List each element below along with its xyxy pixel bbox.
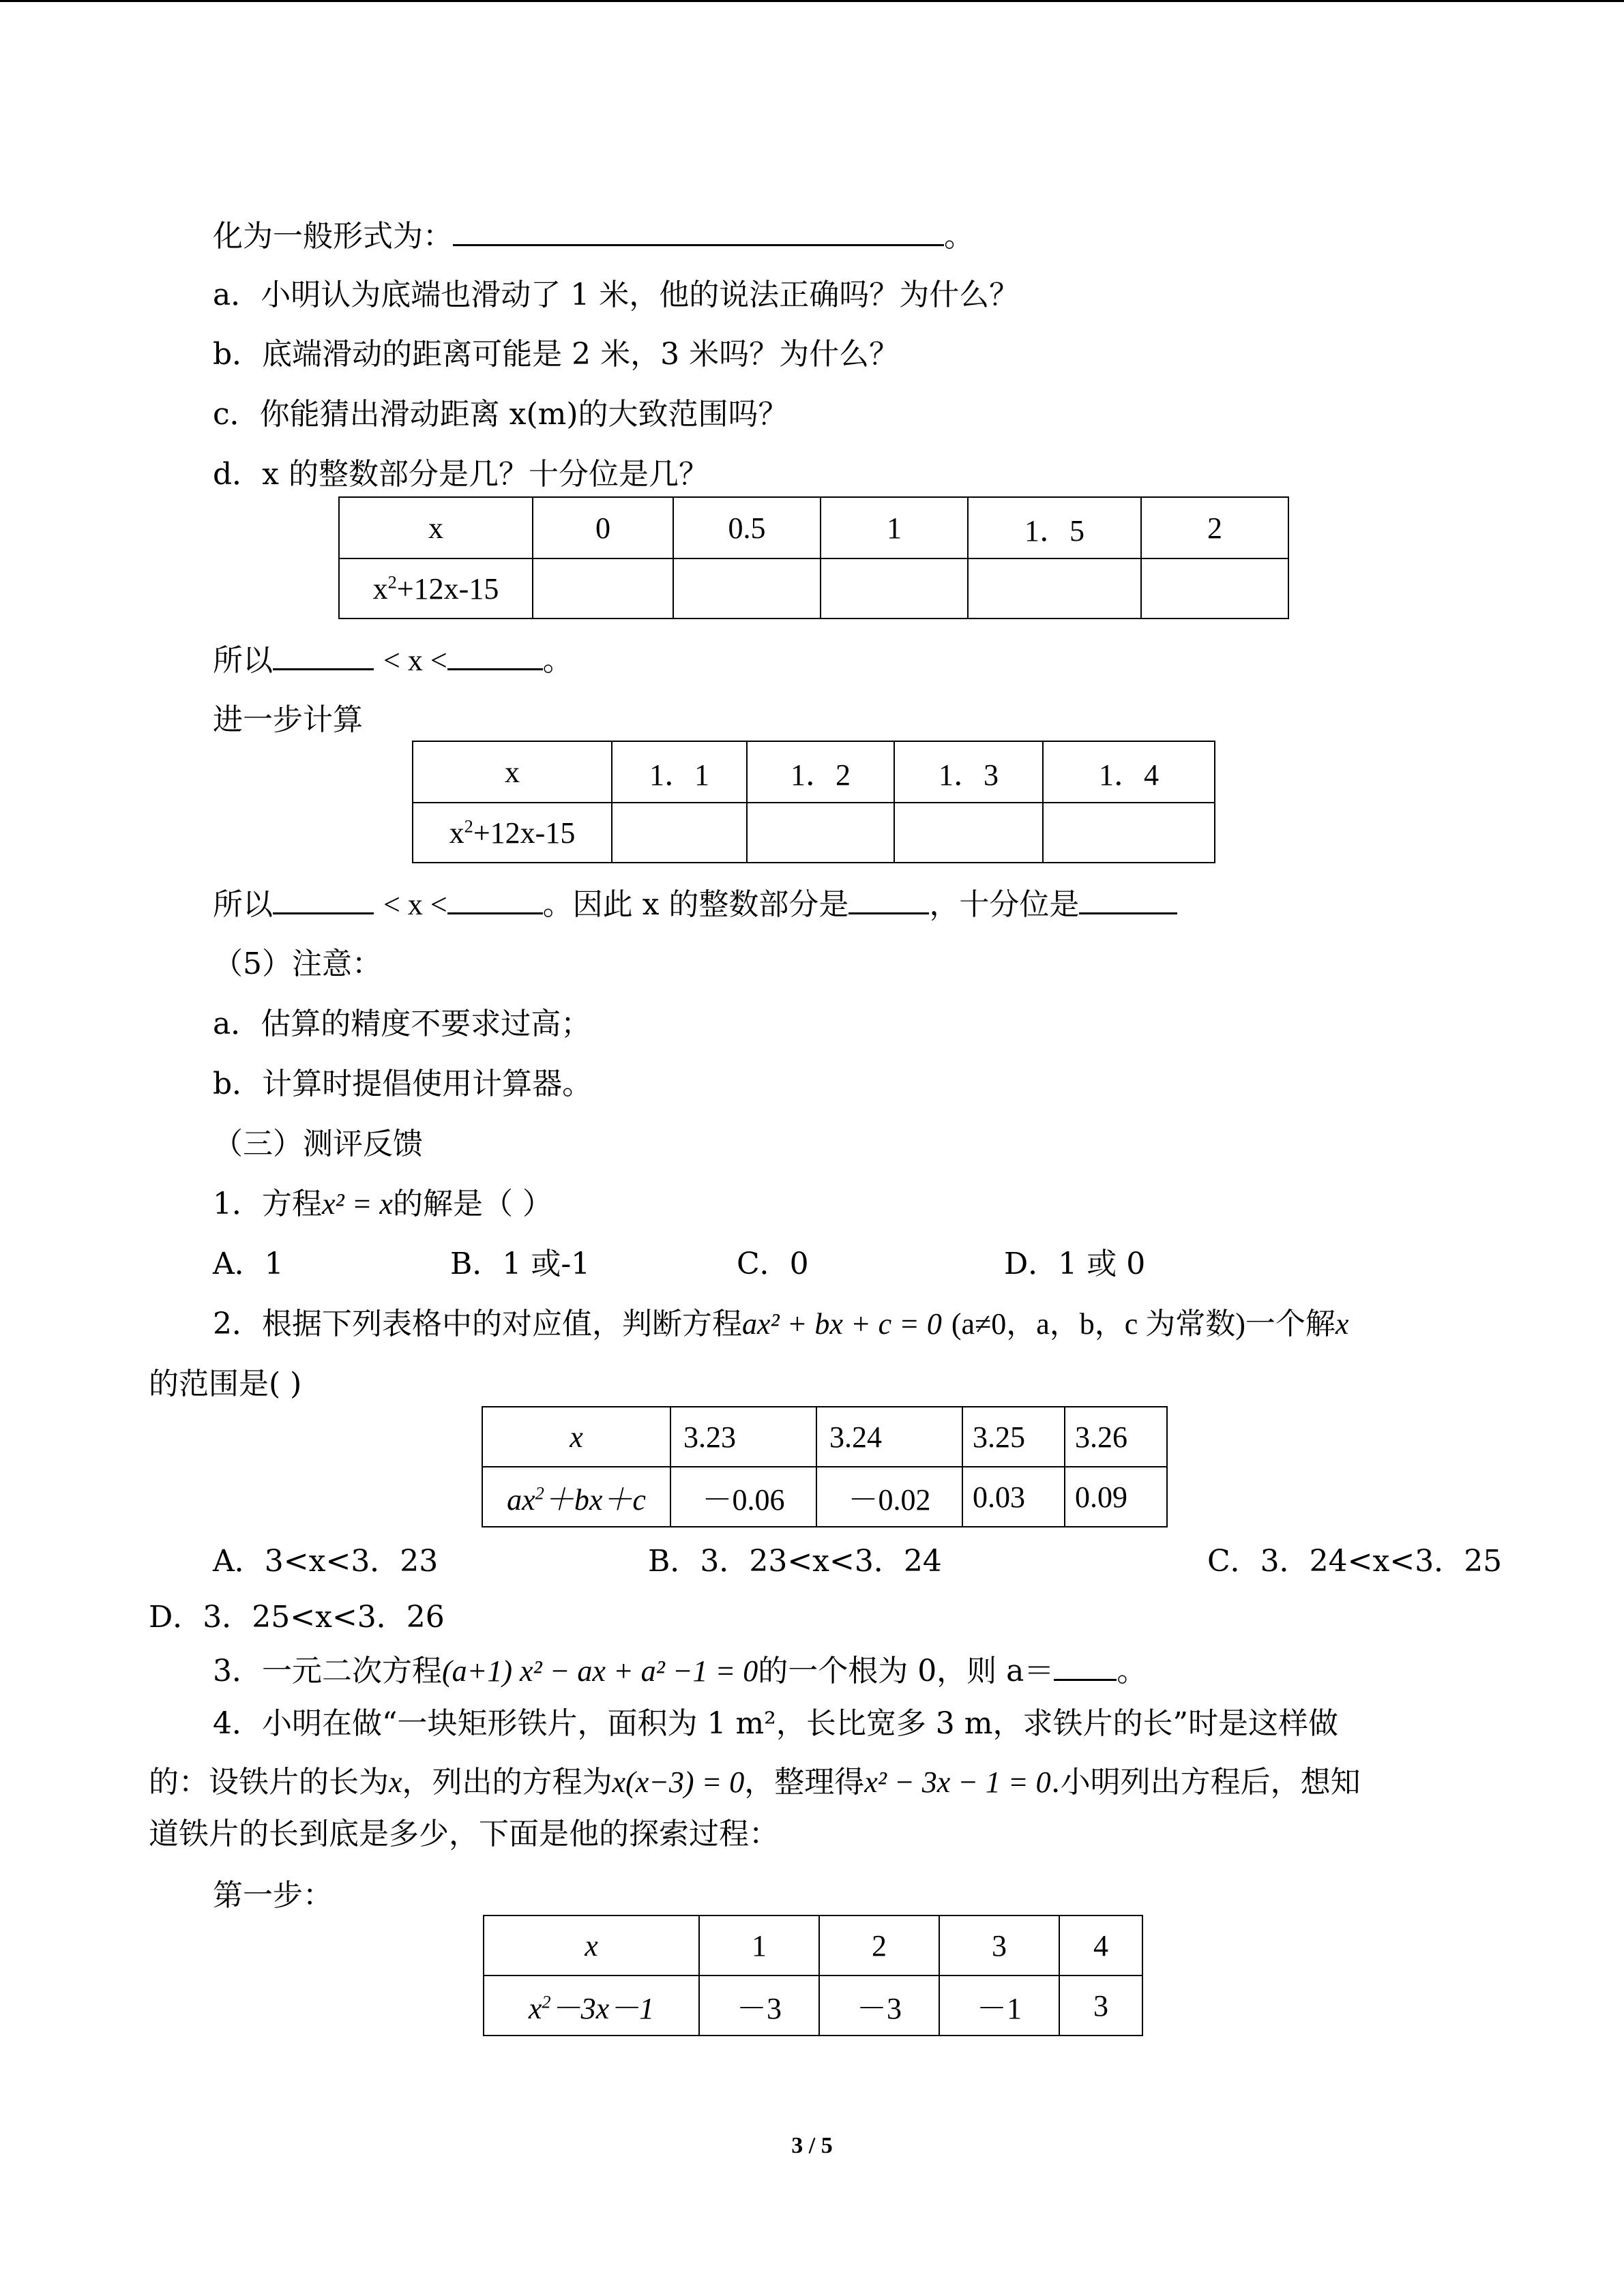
table-cell-blank[interactable] xyxy=(968,558,1141,618)
integer-part-blank[interactable] xyxy=(848,885,929,914)
question-2-var: x xyxy=(1335,1307,1349,1341)
table-cell: 3 xyxy=(939,1915,1059,1976)
table-cell: x xyxy=(484,1915,699,1976)
range-label: 所以 xyxy=(213,643,273,678)
question-2 xyxy=(213,1305,1348,1343)
answer-blank[interactable] xyxy=(1054,1652,1117,1681)
q4-equation-2: x² − 3x − 1 = 0 xyxy=(864,1765,1051,1799)
question-4-line-2 xyxy=(149,1763,1361,1802)
table-cell xyxy=(484,1976,699,2036)
question-2-text: 2．根据下列表格中的对应值，判断方程 xyxy=(213,1307,742,1341)
table-cell: 0.03 xyxy=(962,1467,1065,1527)
table-cell: x xyxy=(413,741,612,803)
table-cell: 3.25 xyxy=(962,1407,1065,1467)
table-cell: 1．2 xyxy=(747,741,894,803)
question-d: d．x 的整数部分是几？十分位是几？ xyxy=(213,457,709,492)
table-cell: －0.02 xyxy=(816,1467,962,1527)
step-one-label: 第一步： xyxy=(213,1878,333,1913)
table-cell: 0 xyxy=(533,497,673,558)
question-c: c．你能猜出滑动距离 x(m)的大致范围吗？ xyxy=(213,397,788,432)
estimate-table-2 xyxy=(412,741,1215,863)
range-blank-low[interactable] xyxy=(273,885,374,914)
further-calc-label: 进一步计算 xyxy=(213,702,363,737)
q1-option-c: C．0 xyxy=(737,1247,809,1281)
question-1 xyxy=(213,1185,552,1223)
range-inequality: < x < xyxy=(383,644,447,677)
table-cell xyxy=(339,558,533,618)
q4-text: 的：设铁片的长为 xyxy=(149,1765,389,1800)
table-cell xyxy=(482,1467,670,1527)
question-a: a．小明认为底端也滑动了 1 米，他的说法正确吗？为什么？ xyxy=(213,278,1020,312)
question-3-text: 3．一元二次方程 xyxy=(213,1654,442,1688)
integer-part-label: 。因此 x 的整数部分是 xyxy=(542,887,849,922)
table-cell: 0.5 xyxy=(673,497,821,558)
expr-ax2-bx-c: $ax^2+bx+c$ xyxy=(507,1482,646,1517)
expr-x2-3x-1: $x^2-3x-1$ xyxy=(528,1991,655,2025)
range-line-1 xyxy=(213,641,573,680)
q1-option-b: B．1 或-1 xyxy=(450,1247,591,1281)
table-cell-blank[interactable] xyxy=(533,558,673,618)
question-4-line-1: 4．小明在做“一块矩形铁片，面积为 1 m²，长比宽多 3 m，求铁片的长”时是这样做 xyxy=(213,1706,1338,1741)
question-1-tail: 的解是（ ） xyxy=(392,1187,552,1221)
range-blank-high[interactable] xyxy=(447,641,543,670)
table-cell-blank[interactable] xyxy=(821,558,968,618)
q1-option-d: D．1 或 0 xyxy=(1004,1247,1146,1281)
note-title: （5）注意： xyxy=(213,946,382,981)
table-cell: 2 xyxy=(1141,497,1288,558)
general-form-blank[interactable] xyxy=(453,217,944,246)
q4-equation-1: x(x−3) = 0 xyxy=(612,1765,745,1799)
table-cell-blank[interactable] xyxy=(747,803,894,863)
section-title-feedback: （三）测评反馈 xyxy=(213,1127,423,1161)
q2-option-a: A．3<x<3．23 xyxy=(213,1544,439,1579)
table-cell: 0.09 xyxy=(1065,1467,1167,1527)
estimate-table-1 xyxy=(338,496,1289,619)
question-2-equation: ax² + bx + c = 0 xyxy=(742,1307,942,1341)
table-cell: 3.23 xyxy=(670,1407,816,1467)
question-1-equation: x² = x xyxy=(322,1187,393,1221)
q4-text: ，整理得 xyxy=(744,1765,865,1800)
tenths-label: ，十分位是 xyxy=(929,887,1080,922)
q4-text: .小明列出方程后，想知 xyxy=(1050,1765,1361,1800)
table-cell xyxy=(413,803,612,863)
q2-option-d: D．3．25<x<3．26 xyxy=(149,1600,445,1635)
q2-option-b: B．3．23<x<3．24 xyxy=(648,1544,942,1579)
range-line-2 xyxy=(213,885,1177,924)
table-cell: 1．1 xyxy=(612,741,747,803)
general-form-label: 化为一般形式为： xyxy=(213,219,453,254)
table-cell: －1 xyxy=(939,1976,1059,2036)
table-cell-blank[interactable] xyxy=(1141,558,1288,618)
table-cell: －3 xyxy=(699,1976,819,2036)
table-cell-blank[interactable] xyxy=(612,803,747,863)
table-cell: 3.26 xyxy=(1065,1407,1167,1467)
note-a: a．估算的精度不要求过高； xyxy=(213,1007,591,1041)
table-cell-blank[interactable] xyxy=(894,803,1043,863)
table-cell: x xyxy=(339,497,533,558)
question-2-condition: (a≠0，a，b，c 为常数)一个解 xyxy=(951,1307,1335,1341)
tenths-blank[interactable] xyxy=(1079,885,1177,914)
range-blank-low[interactable] xyxy=(273,641,374,670)
question-3-equation: (a+1) x² − ax + a² −1 = 0 xyxy=(442,1654,758,1688)
question-3-tail: 的一个根为 0，则 a＝ xyxy=(758,1654,1054,1688)
table-cell: 2 xyxy=(819,1915,939,1976)
expr-x2-12x-15: $x^2+12x-15$ xyxy=(372,571,499,606)
table-cell: 1．5 xyxy=(968,497,1141,558)
q2-option-c: C．3．24<x<3．25 xyxy=(1207,1544,1503,1579)
range-inequality: < x < xyxy=(383,888,447,921)
question-3-suffix: 。 xyxy=(1117,1654,1147,1688)
top-border xyxy=(0,0,1624,2)
table-cell: 1．4 xyxy=(1043,741,1215,803)
question-b: b．底端滑动的距离可能是 2 米，3 米吗？为什么？ xyxy=(213,337,900,372)
general-form-suffix: 。 xyxy=(944,219,974,254)
expr-x2-12x-15: $x^2+12x-15$ xyxy=(449,815,576,850)
q1-option-a: A．1 xyxy=(213,1247,284,1281)
exploration-table-4 xyxy=(483,1915,1143,2036)
table-cell-blank[interactable] xyxy=(1043,803,1215,863)
table-cell: 3.24 xyxy=(816,1407,962,1467)
page-number: 3 / 5 xyxy=(791,2133,833,2158)
table-cell: 1 xyxy=(699,1915,819,1976)
value-table-3 xyxy=(482,1406,1168,1527)
table-cell: 1．3 xyxy=(894,741,1043,803)
table-cell-blank[interactable] xyxy=(673,558,821,618)
range-blank-high[interactable] xyxy=(447,885,543,914)
question-2-range: 的范围是( ) xyxy=(149,1367,302,1401)
general-form-line xyxy=(213,217,974,256)
question-3 xyxy=(213,1652,1147,1690)
table-cell: 4 xyxy=(1059,1915,1142,1976)
table-cell: 1 xyxy=(821,497,968,558)
note-b: b．计算时提倡使用计算器。 xyxy=(213,1067,593,1101)
question-1-text: 1．方程 xyxy=(213,1187,322,1221)
table-cell: 3 xyxy=(1059,1976,1142,2036)
table-cell: x xyxy=(482,1407,670,1467)
range-label: 所以 xyxy=(213,887,273,922)
q4-text: ，列出的方程为 xyxy=(402,1765,612,1800)
range-suffix: 。 xyxy=(542,643,573,678)
table-cell: －3 xyxy=(819,1976,939,2036)
question-4-line-3: 道铁片的长到底是多少，下面是他的探索过程： xyxy=(149,1817,779,1851)
q4-var: x xyxy=(389,1765,402,1799)
table-cell: －0.06 xyxy=(670,1467,816,1527)
